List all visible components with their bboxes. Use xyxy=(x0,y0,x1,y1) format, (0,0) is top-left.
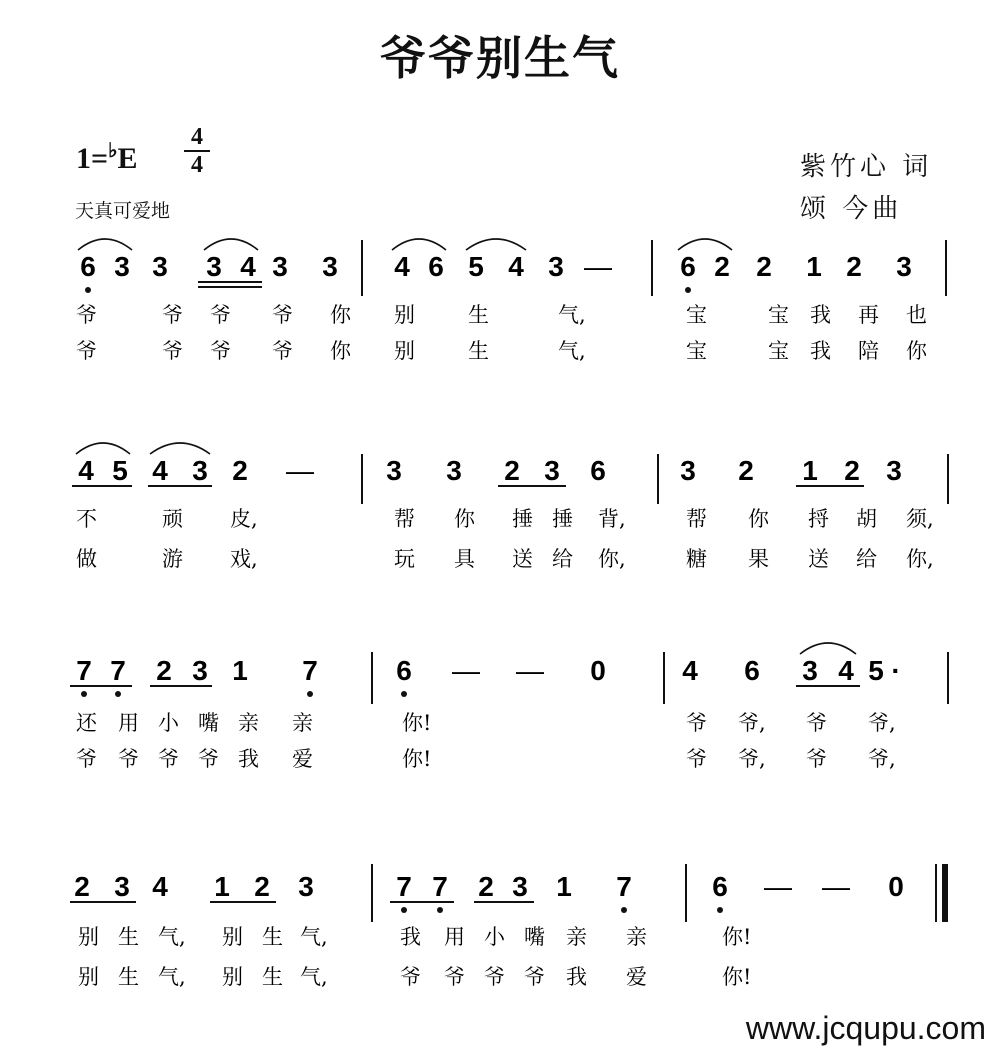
note: 3 xyxy=(802,655,818,686)
lyric-syllable: 爷 xyxy=(484,965,505,989)
note: 4 xyxy=(78,455,94,486)
time-signature-bottom: 4 xyxy=(191,152,203,178)
lyric-syllable: 帮 xyxy=(686,507,707,531)
lyric-syllable: 爱 xyxy=(626,965,647,989)
lyric-syllable: 送 xyxy=(512,547,533,571)
slur xyxy=(76,443,130,454)
note: 3 xyxy=(192,655,208,686)
note: 4 xyxy=(152,871,168,902)
lyric-syllable: 爷 xyxy=(686,711,707,735)
lower-octave-dot xyxy=(401,691,407,697)
lyric-syllable: 帮 xyxy=(394,507,415,531)
lower-octave-dot xyxy=(85,287,91,293)
note: 6 xyxy=(712,871,728,902)
note: 6 xyxy=(590,455,606,486)
lyric-syllable: 我 xyxy=(810,303,831,327)
lyric-syllable: 宝 xyxy=(686,339,707,363)
note: 2 xyxy=(74,871,90,902)
lyric-syllable: 别 xyxy=(222,965,243,989)
note: 2 xyxy=(844,455,860,486)
note: 3 xyxy=(386,455,402,486)
score-line xyxy=(70,864,945,989)
note: 3 xyxy=(192,455,208,486)
lyric-syllable: 你 xyxy=(330,303,351,327)
note: 3 xyxy=(544,455,560,486)
note: 6 xyxy=(396,655,412,686)
note: 2 xyxy=(156,655,172,686)
lower-octave-dot xyxy=(437,907,443,913)
note: 2 xyxy=(254,871,270,902)
lyric-syllable: 别 xyxy=(394,339,415,363)
lyric-syllable: 用 xyxy=(118,711,139,735)
note: 2 xyxy=(714,251,730,282)
lyric-syllable: 戏, xyxy=(230,547,258,571)
lyric-syllable: 给 xyxy=(856,547,877,571)
lyric-syllable: 别 xyxy=(222,925,243,949)
lyric-syllable: 爷 xyxy=(210,303,231,327)
note: 3 xyxy=(680,455,696,486)
lyric-syllable: 用 xyxy=(444,925,465,949)
note: 6 xyxy=(80,251,96,282)
slur xyxy=(678,239,732,250)
lyric-syllable: 玩 xyxy=(394,547,415,571)
score-line xyxy=(76,239,946,363)
lyric-syllable: 你! xyxy=(402,747,432,771)
lyric-syllable: 爷, xyxy=(868,711,896,735)
note: 2 xyxy=(738,455,754,486)
lower-octave-dot xyxy=(307,691,313,697)
lyric-syllable: 嘴 xyxy=(198,711,219,735)
lyric-syllable: 气, xyxy=(300,965,328,989)
lyric-syllable: 送 xyxy=(808,547,829,571)
lyric-syllable: 爷 xyxy=(158,747,179,771)
lyric-syllable: 陪 xyxy=(858,339,879,363)
lyric-syllable: 爷, xyxy=(738,747,766,771)
slur xyxy=(392,239,446,250)
lyric-syllable: 再 xyxy=(858,303,879,327)
lyric-syllable: 你 xyxy=(330,339,351,363)
note: 5 xyxy=(468,251,484,282)
lyric-syllable: 别 xyxy=(78,965,99,989)
note: 3 xyxy=(896,251,912,282)
time-signature-top: 4 xyxy=(191,124,203,150)
dash-extension: — xyxy=(764,871,792,902)
score-line xyxy=(70,643,948,771)
composer-credit: 颂 今曲 xyxy=(800,194,903,224)
dash-extension: — xyxy=(516,655,544,686)
lyric-syllable: 皮, xyxy=(230,507,258,531)
lower-octave-dot xyxy=(621,907,627,913)
song-title: 爷爷别生气 xyxy=(380,31,620,85)
lyric-syllable: 爷 xyxy=(76,747,97,771)
note: 4 xyxy=(682,655,698,686)
note: 7 xyxy=(396,871,412,902)
dash-extension: — xyxy=(584,251,612,282)
lyric-syllable: 生 xyxy=(468,339,489,363)
lyric-syllable: 具 xyxy=(454,547,475,571)
lyric-syllable: 亲 xyxy=(238,711,259,735)
lyric-syllable: 亲 xyxy=(292,711,313,735)
lyric-syllable: 爷 xyxy=(444,965,465,989)
lyricist-credit: 紫竹心 词 xyxy=(800,152,933,182)
lyric-syllable: 做 xyxy=(76,547,97,571)
lyric-syllable: 爱 xyxy=(292,747,313,771)
lyric-syllable: 顽 xyxy=(162,507,183,531)
lyric-syllable: 爷 xyxy=(76,339,97,363)
lyric-syllable: 须, xyxy=(906,507,934,531)
lyric-syllable: 果 xyxy=(748,547,769,571)
note: 7 xyxy=(76,655,92,686)
note: 3 xyxy=(206,251,222,282)
note: 3 xyxy=(446,455,462,486)
flat-sign: ♭ xyxy=(108,140,118,162)
note: 0 xyxy=(888,871,904,902)
note: 6 xyxy=(428,251,444,282)
dash-extension: — xyxy=(286,455,314,486)
lower-octave-dot xyxy=(717,907,723,913)
lyric-syllable: 爷 xyxy=(198,747,219,771)
dash-extension: — xyxy=(822,871,850,902)
lyric-syllable: 生 xyxy=(468,303,489,327)
lyric-syllable: 别 xyxy=(394,303,415,327)
key-prefix: 1= xyxy=(76,142,109,175)
note: 2 xyxy=(478,871,494,902)
note: 4 xyxy=(508,251,524,282)
note: 3 xyxy=(322,251,338,282)
note: 3 xyxy=(114,871,130,902)
lyric-syllable: 气, xyxy=(558,303,586,327)
lyric-syllable: 捋 xyxy=(808,507,829,531)
lyric-syllable: 爷, xyxy=(868,747,896,771)
lyric-syllable: 小 xyxy=(158,711,179,735)
note: 5 xyxy=(868,655,884,686)
lyric-syllable: 爷, xyxy=(738,711,766,735)
slur xyxy=(150,443,210,454)
lyric-syllable: 你! xyxy=(722,965,752,989)
score-line xyxy=(72,443,948,571)
tempo-marking: 天真可爱地 xyxy=(75,200,171,222)
lyric-syllable: 胡 xyxy=(856,507,877,531)
note: 1 xyxy=(214,871,230,902)
note: 4 xyxy=(240,251,256,282)
lyric-syllable: 我 xyxy=(400,925,421,949)
note: 1 xyxy=(232,655,248,686)
lyric-syllable: 捶 xyxy=(552,507,573,531)
lower-octave-dot xyxy=(401,907,407,913)
lyric-syllable: 我 xyxy=(238,747,259,771)
note: 3 xyxy=(298,871,314,902)
note: 4 xyxy=(152,455,168,486)
lyric-syllable: 气, xyxy=(558,339,586,363)
lyric-syllable: 你 xyxy=(748,507,769,531)
slur xyxy=(204,239,258,250)
lyric-syllable: 爷 xyxy=(210,339,231,363)
lyric-syllable: 宝 xyxy=(768,339,789,363)
note: 4 xyxy=(394,251,410,282)
slur xyxy=(466,239,526,250)
website-watermark: www.jcqupu.com xyxy=(745,1010,986,1046)
note: 7 xyxy=(302,655,318,686)
lyric-syllable: 爷 xyxy=(162,303,183,327)
lyric-syllable: 爷 xyxy=(806,711,827,735)
lyric-syllable: 小 xyxy=(484,925,505,949)
lyric-syllable: 爷 xyxy=(272,339,293,363)
lyric-syllable: 你 xyxy=(454,507,475,531)
lyric-syllable: 亲 xyxy=(566,925,587,949)
lyric-syllable: 我 xyxy=(566,965,587,989)
lyric-syllable: 宝 xyxy=(768,303,789,327)
lower-octave-dot xyxy=(685,287,691,293)
lyric-syllable: 糖 xyxy=(686,547,707,571)
lyric-syllable: 爷 xyxy=(118,747,139,771)
lyric-syllable: 生 xyxy=(262,965,283,989)
note: 4 xyxy=(838,655,854,686)
dash-extension: — xyxy=(452,655,480,686)
lyric-syllable: 爷 xyxy=(76,303,97,327)
note: 0 xyxy=(590,655,606,686)
lyric-syllable: 还 xyxy=(76,711,97,735)
note: 6 xyxy=(680,251,696,282)
note: 1 xyxy=(802,455,818,486)
note: 3 xyxy=(152,251,168,282)
lyric-syllable: 你, xyxy=(906,547,934,571)
slur xyxy=(78,239,132,250)
lower-octave-dot xyxy=(115,691,121,697)
lyric-syllable: 我 xyxy=(810,339,831,363)
note: 5 xyxy=(112,455,128,486)
lyric-syllable: 别 xyxy=(78,925,99,949)
lyric-syllable: 生 xyxy=(118,925,139,949)
note: 3 xyxy=(114,251,130,282)
lyric-syllable: 嘴 xyxy=(524,925,545,949)
lyric-syllable: 生 xyxy=(262,925,283,949)
lower-octave-dot xyxy=(81,691,87,697)
note: 7 xyxy=(110,655,126,686)
lyric-syllable: 爷 xyxy=(524,965,545,989)
lyric-syllable: 游 xyxy=(162,547,183,571)
lyric-syllable: 爷 xyxy=(806,747,827,771)
lyric-syllable: 气, xyxy=(300,925,328,949)
note: 3 xyxy=(272,251,288,282)
lyric-syllable: 爷 xyxy=(162,339,183,363)
lyric-syllable: 你, xyxy=(598,547,626,571)
note: 3 xyxy=(886,455,902,486)
lyric-syllable: 生 xyxy=(118,965,139,989)
note: 1 xyxy=(806,251,822,282)
note: 7 xyxy=(616,871,632,902)
note: 1 xyxy=(556,871,572,902)
lyric-syllable: 气, xyxy=(158,925,186,949)
lyric-syllable: 气, xyxy=(158,965,186,989)
lyric-syllable: 给 xyxy=(552,547,573,571)
lyric-syllable: 你 xyxy=(906,339,927,363)
note: · xyxy=(891,655,901,686)
note: 3 xyxy=(512,871,528,902)
lyric-syllable: 宝 xyxy=(686,303,707,327)
lyric-syllable: 爷 xyxy=(686,747,707,771)
note: 2 xyxy=(846,251,862,282)
note: 7 xyxy=(432,871,448,902)
lyric-syllable: 爷 xyxy=(272,303,293,327)
lyric-syllable: 背, xyxy=(598,507,626,531)
lyric-syllable: 也 xyxy=(906,303,927,327)
slur xyxy=(800,643,856,654)
lyric-syllable: 你! xyxy=(402,711,432,735)
key-note: E xyxy=(117,142,138,175)
note: 2 xyxy=(232,455,248,486)
lyric-syllable: 捶 xyxy=(512,507,533,531)
note: 2 xyxy=(756,251,772,282)
note: 6 xyxy=(744,655,760,686)
lyric-syllable: 你! xyxy=(722,925,752,949)
note: 2 xyxy=(504,455,520,486)
note: 3 xyxy=(548,251,564,282)
lyric-syllable: 爷 xyxy=(400,965,421,989)
lyric-syllable: 不 xyxy=(76,507,97,531)
lyric-syllable: 亲 xyxy=(626,925,647,949)
